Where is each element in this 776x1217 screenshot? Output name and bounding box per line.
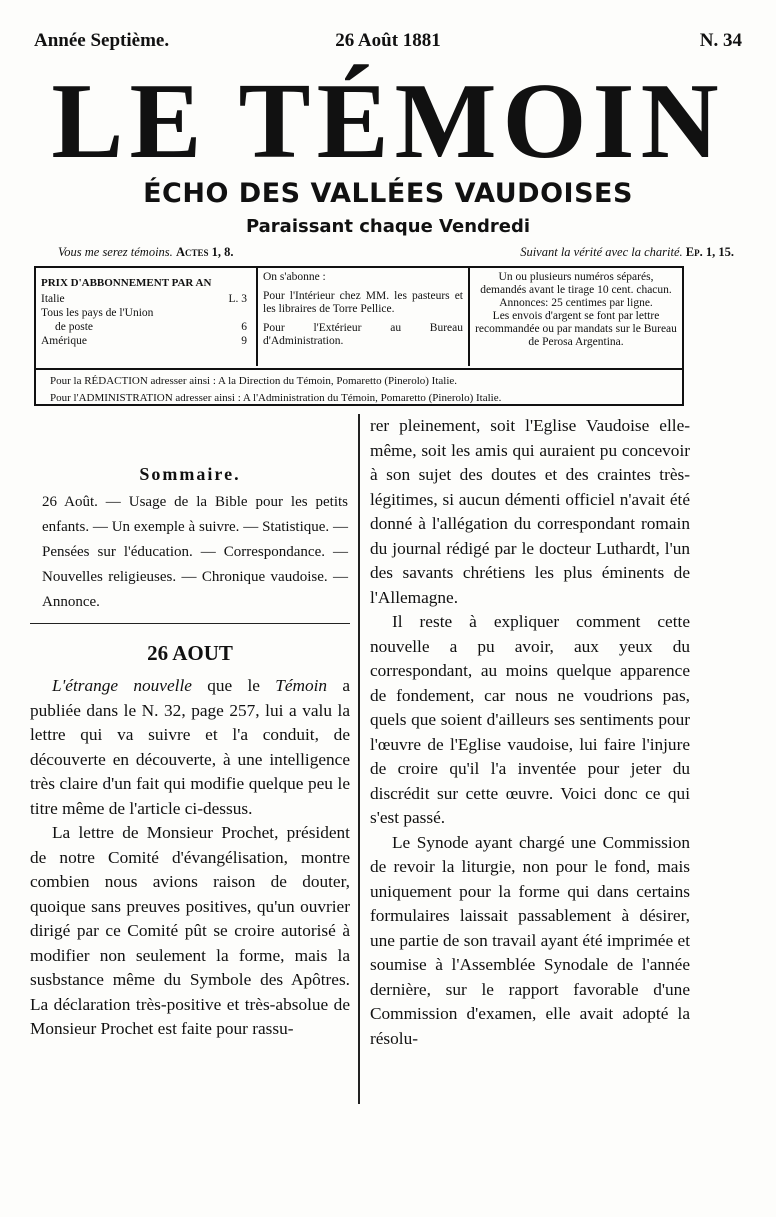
subscribe-exterior: Pour l'Extérieur au Bureau d'Administration. xyxy=(263,322,463,347)
newspaper-subtitle: ÉCHO DES VALLÉES VAUDOISES xyxy=(143,178,633,209)
subscribe-column xyxy=(258,268,470,366)
price-row: de poste 6 xyxy=(55,321,247,333)
article-paragraph: L'étrange nouvelle que le Témoin a publiée dans le N. 32, page 257, lui a valu la lettre qui va suivre et l'a conduit, de découverte en découverte, à une intelligence très claire d'un fait qui modifie quelque peu le titre même de l'article ci-dessus. xyxy=(30,676,350,818)
issue-date: 26 Août 1881 xyxy=(335,30,441,51)
issue-number: N. 34 xyxy=(699,30,742,51)
section-divider xyxy=(30,623,350,624)
article-paragraph: La lettre de Monsieur Prochet, président de notre Comité d'évangélisation, montre combien nous avions raison de douter, quoique sans preuves positives, qu'un ouvrier dirigé par ce Comité pût se croire autorisé à modifier non seulement la forme, mais la susbstance même du Symbole des Apôtres. La déclaration très-positive et très-absolue de Monsieur Prochet est faite pour rassu- xyxy=(30,823,350,1038)
year-label: Année Septième. xyxy=(34,30,170,51)
article-heading: 26 AOUT xyxy=(147,641,233,665)
ads-price: Annonces: 25 centimes par ligne. xyxy=(499,297,653,309)
periodicity: Paraissant chaque Vendredi xyxy=(245,216,531,237)
ads-money: Les envois d'argent se font par lettre recommandée ou par mandats sur le Bureau de Perosa Argentina. xyxy=(475,310,677,348)
prices-column xyxy=(36,268,258,366)
newspaper-title: LE TÉMOIN xyxy=(51,62,725,181)
motto-left: Vous me serez témoins. Actes 1, 8. xyxy=(58,245,234,259)
price-row: Amérique 9 xyxy=(41,335,247,347)
sommaire-text: 26 Août. — Usage de la Bible pour les petits enfants. — Un exemple à suivre. — Statistique. — Pensées sur l'éducation. — Correspondance. — Nouvelles religieuses. — Chronique vaudoise. — Annonce. xyxy=(42,494,348,610)
column-divider xyxy=(358,414,360,1104)
subscribe-interior: Pour l'Intérieur chez MM. les pasteurs et les libraires de Torre Pellice. xyxy=(263,290,463,315)
sommaire-heading: Sommaire. xyxy=(139,464,241,484)
article-paragraph: rer pleinement, soit l'Eglise Vaudoise elle-même, soit les amis qui auraient pu concevoir à son sujet des doutes et des craintes très-légitimes, si aucun démenti officiel n'avait été donné à l'allégation du correspondant romain du journal rédigé par le docteur Luthardt, l'un des savants chrétiens les plus éminents de l'Allemagne. xyxy=(370,416,690,607)
administration-address: Pour l'ADMINISTRATION adresser ainsi : A l'Administration du Témoin, Pomaretto (Pinerolo) Italie. xyxy=(50,392,502,404)
ads-column xyxy=(470,268,682,366)
prices-heading: PRIX D'ABBONNEMENT PAR AN xyxy=(41,277,212,289)
price-row: Tous les pays de l'Union xyxy=(41,307,154,319)
redaction-address: Pour la RÉDACTION adresser ainsi : A la Direction du Témoin, Pomaretto (Pinerolo) Italie. xyxy=(50,375,458,387)
right-column xyxy=(370,414,690,1051)
subscribe-heading: On s'abonne : xyxy=(263,271,326,283)
motto-right: Suivant la vérité avec la charité. Ep. 1, 15. xyxy=(520,245,734,259)
article-paragraph: Le Synode ayant chargé une Commission de revoir la liturgie, non pour le fond, mais uniquement pour la forme qui dans certains formulaires laissait passablement à désirer, une partie de son travail ayant été imprimée et soumise à l'Assemblée Synodale de l'année dernière, sur le rapport favorable d'une Commission d'examen, elle avait adopté la résolu- xyxy=(370,832,690,1048)
ads-numbers: Un ou plusieurs numéros séparés, demandés avant le tirage 10 cent. chacun. xyxy=(480,271,672,296)
mottos xyxy=(58,245,734,263)
masthead-topline xyxy=(34,30,742,54)
left-column xyxy=(30,414,350,1042)
article-paragraph: Il reste à expliquer comment cette nouvelle a pu avoir, aux yeux du correspondant, au moins quelque apparence de fondement, car nous ne voudrions pas, quels que soient d'ailleurs ses sentiments pour l'œuvre de l'Eglise vaudoise, lui faire l'injure de croire qu'il l'a inventée pour jeter du discrédit sur cette œuvre. Voici donc ce qui s'est passé. xyxy=(370,612,690,827)
addresses xyxy=(36,368,682,407)
price-row: Italie L. 3 xyxy=(41,293,247,305)
subscription-box xyxy=(34,266,684,406)
